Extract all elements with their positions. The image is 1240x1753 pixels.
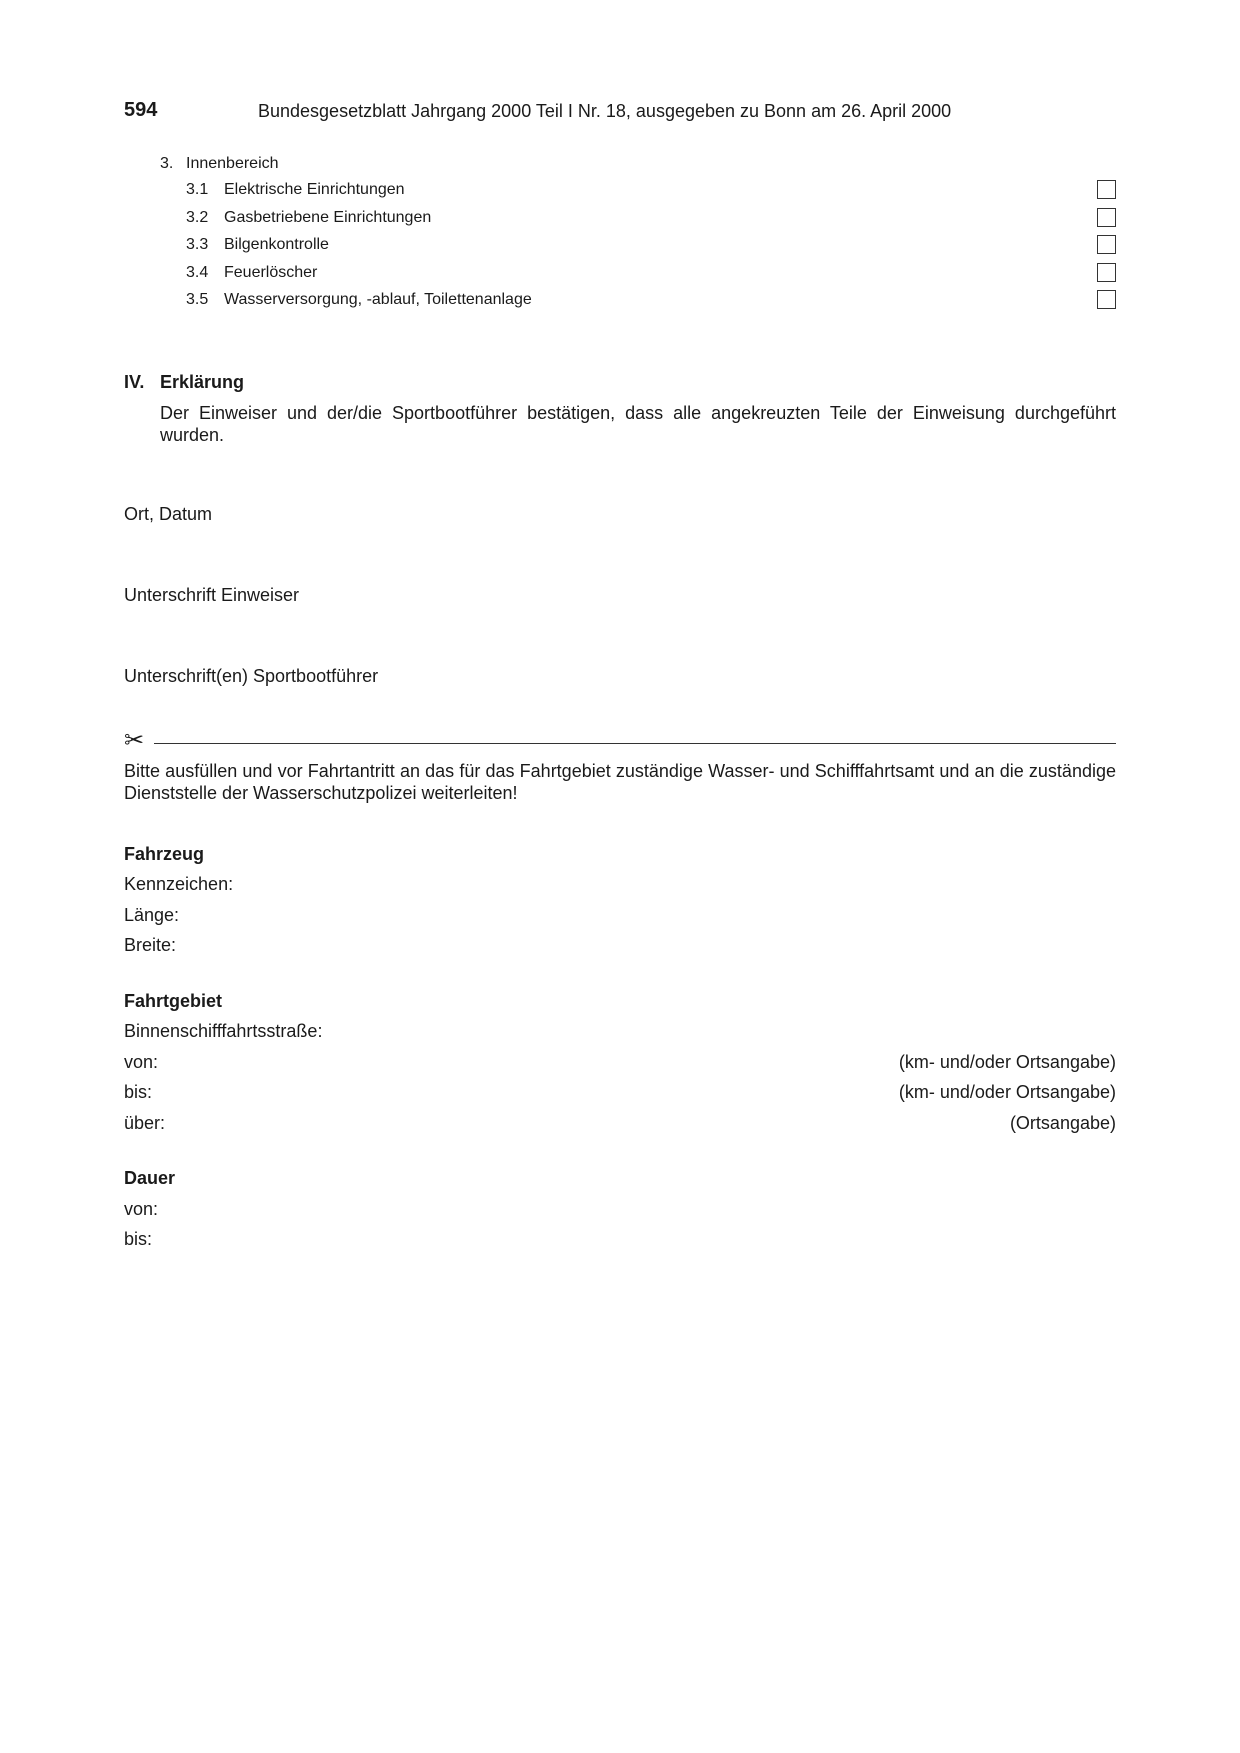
waterway-field (124, 1021, 1116, 1042)
running-title: Bundesgesetzblatt Jahrgang 2000 Teil I Nr. 18, ausgegeben zu Bonn am 26. April 2000 (258, 101, 952, 121)
area-to-field (124, 1082, 1116, 1103)
field-note: (km- und/oder Ortsangabe) (898, 1052, 1116, 1072)
skipper-signature-label: Unterschrift(en) Sportbootführer (124, 666, 379, 686)
field-label: Länge: (124, 905, 180, 925)
declaration-text: Der Einweiser und der/die Sportbootführer bestätigen, dass alle angekreuzten Teile der Einweisung durchgeführt wurden. (160, 403, 1116, 445)
item-label: Bilgenkontrolle (224, 236, 329, 253)
page-header (124, 99, 1116, 123)
duration-heading: Dauer (124, 1168, 176, 1188)
checklist-item (160, 291, 1116, 319)
checkbox[interactable] (1097, 235, 1116, 254)
cut-line-rule (154, 743, 1116, 744)
item-number: 3.1 (186, 181, 209, 198)
item-number: 3.3 (186, 236, 209, 253)
section-title: Innenbereich (186, 155, 279, 172)
item-label: Gasbetriebene Einrichtungen (224, 208, 432, 226)
item-label: Wasserversorgung, -ablauf, Toilettenanlage (224, 291, 532, 308)
section-number: 3. (160, 155, 174, 172)
field-label: über: (124, 1113, 166, 1133)
page-number: 594 (124, 99, 158, 121)
item-number: 3.2 (186, 208, 209, 226)
field-note: (Ortsangabe) (1009, 1113, 1116, 1133)
field-label: Kennzeichen: (124, 874, 234, 894)
section-interior-heading (160, 155, 1116, 181)
area-from-field (124, 1052, 1116, 1073)
section-interior (160, 155, 1116, 319)
cut-line (124, 727, 1116, 755)
checklist-item (160, 264, 1116, 292)
checklist-item (160, 236, 1116, 264)
field-label: Breite: (124, 935, 177, 955)
checkbox[interactable] (1097, 180, 1116, 199)
field-label: von: (124, 1052, 159, 1072)
document-page (124, 0, 1116, 1753)
item-number: 3.4 (186, 263, 209, 281)
checkbox[interactable] (1097, 263, 1116, 282)
field-label: bis: (124, 1082, 153, 1102)
section-declaration-heading (124, 372, 244, 393)
item-label: Elektrische Einrichtungen (224, 181, 405, 198)
place-date-label: Ort, Datum (124, 504, 213, 524)
checkbox[interactable] (1097, 290, 1116, 309)
item-number: 3.5 (186, 291, 209, 308)
area-heading: Fahrtgebiet (124, 991, 223, 1011)
width-field (124, 935, 1116, 956)
registration-field (124, 874, 1116, 895)
vessel-heading: Fahrzeug (124, 844, 205, 864)
field-label: Binnenschifffahrtsstraße: (124, 1021, 323, 1041)
instructor-signature-label: Unterschrift Einweiser (124, 585, 300, 605)
area-via-field (124, 1113, 1116, 1134)
checklist-item (160, 181, 1116, 209)
field-note: (km- und/oder Ortsangabe) (898, 1082, 1116, 1102)
field-label: bis: (124, 1229, 153, 1249)
scissors-icon: ✂ (124, 727, 145, 754)
field-label: von: (124, 1199, 159, 1219)
item-label: Feuerlöscher (224, 263, 318, 281)
duration-to-field (124, 1229, 1116, 1250)
checklist-item (160, 209, 1116, 237)
section-number: IV. (124, 372, 145, 392)
length-field (124, 905, 1116, 926)
checkbox[interactable] (1097, 208, 1116, 227)
instruction-text: Bitte ausfüllen und vor Fahrtantritt an das für das Fahrtgebiet zuständige Wasser- und Schifffahrtsamt und an die zuständige Dienststelle der Wasserschutzpolizei weiterleiten! (124, 761, 1116, 803)
section-title: Erklärung (160, 372, 245, 392)
duration-from-field (124, 1199, 1116, 1220)
